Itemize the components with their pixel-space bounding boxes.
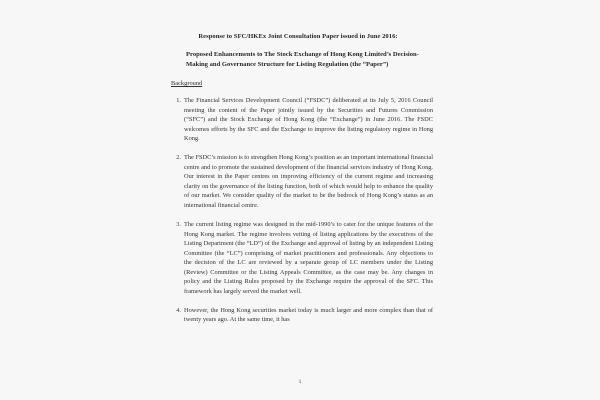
document-title: Response to SFC/HKEx Joint Consultation Paper issued in June 2016:	[198, 33, 398, 40]
paragraph-item	[171, 96, 433, 144]
numbered-paragraph-list	[171, 96, 433, 334]
page-number: 1	[298, 379, 302, 385]
paragraph-text: The FSDC’s mission is to strengthen Hong Kong’s position as an important international financial centre and to promote the sustained development of the financial services industry of Hong Kong. Our interest in the Paper centres on improving efficiency of the current regime and increasing clarity on the governance of the listing function, both of which would help to enhance the quality of our market. We consider quality of the market to be the bedrock of Hong Kong’s status as an international financial centre.	[184, 154, 433, 209]
paragraph-number: 4.	[176, 306, 181, 314]
paragraph-text: The Financial Services Development Council (“FSDC”) deliberated at its July 5, 2016 Council meeting the content of the Paper jointly issued by the Securities and Futures Commission (“SFC”) and the Stock Exchange of Hong Kong (the “Exchange”) in June 2016. The FSDC welcomes efforts by the SFC and the Exchange to improve the listing regulatory regime in Hong Kong.	[184, 97, 433, 143]
paragraph-text: However, the Hong Kong securities market today is much larger and more complex than that of twenty years ago. At the same time, it has	[184, 306, 433, 324]
document-subtitle: Proposed Enhancements to The Stock Exchange of Hong Kong Limited’s Decision-Making and Governance Structure for Listing Regulation (the “Paper”)	[186, 51, 419, 68]
paragraph-number: 3.	[176, 221, 181, 229]
paragraph-item	[171, 153, 433, 210]
section-heading-background: Background	[171, 80, 203, 87]
paragraph-number: 2.	[176, 154, 181, 162]
paragraph-number: 1.	[176, 97, 181, 104]
paragraph-text: The current listing regime was designed in the mid-1990’s to cater for the unique features of the Hong Kong market. The regime involves vetting of listing applications by the executives of the Listing Department (the “LD”) of the Exchange and approval of listing by an independent Listing Committee (the “LC”) comprising of market practitioners and professionals. Any objections to the decision of the LC are reviewed by a separate group of LC members under the Listing (Review) Committee or the Listing Appeals Committee, as the case may be. Any changes in policy and the Listing Rules proposed by the Exchange require the approval of the SFC. This framework has largely served the market well.	[184, 221, 433, 295]
paragraph-item	[171, 220, 433, 296]
paragraph-item	[171, 306, 433, 325]
